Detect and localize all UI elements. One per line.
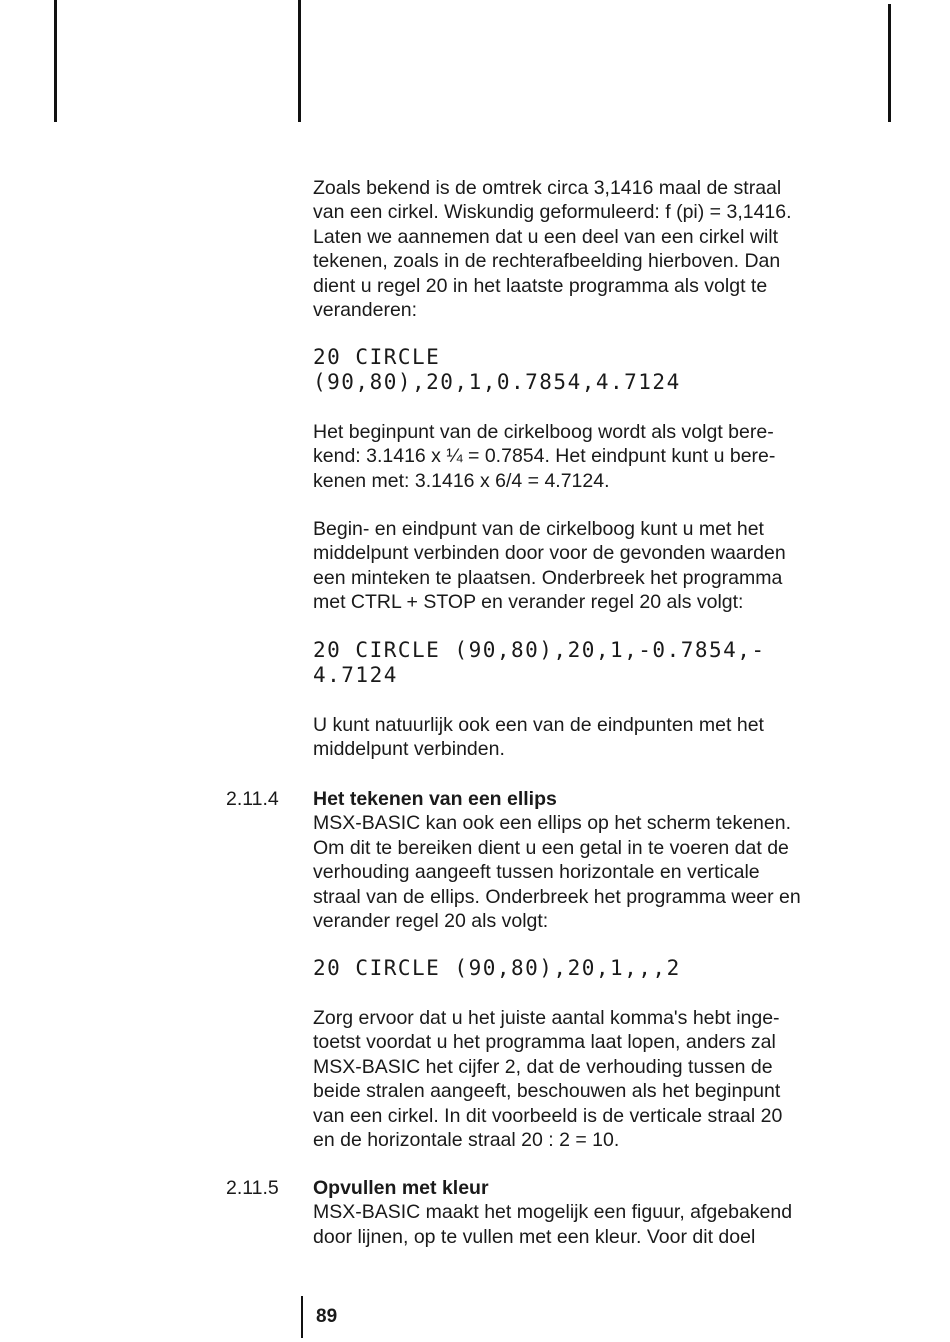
section-heading-ellipse: Het tekenen van een ellips: [313, 788, 557, 810]
code-listing-ellipse: 20 CIRCLE (90,80),20,1,,,2: [313, 956, 681, 980]
ellipse-explanation-paragraph: Zorg ervoor dat u het juiste aantal komma's hebt inge- toetst voordat u het programma laat lopen, anders zal MSX-BASIC het cijfer 2, dat de verhouding tussen de beide stralen aangeeft, beschouwen als het beginpunt van een cirkel. In dit voorbeeld is de verticale straal 20 en de horizontale straal 20 : 2 = 10.: [313, 1007, 783, 1152]
section-heading-fill: Opvullen met kleur: [313, 1177, 489, 1199]
section-2115: [313, 1176, 903, 1249]
section-number-2114: 2.11.4: [226, 788, 279, 810]
endpoint-paragraph: U kunt natuurlijk ook een van de eindpunten met het middelpunt verbinden.: [313, 714, 764, 761]
ellipse-intro-paragraph: MSX-BASIC kan ook een ellips op het scherm tekenen. Om dit te bereiken dient u een getal in te voeren dat de verhouding aangeeft tussen horizontale en verticale straal van de ellips. Onderbreek het programma weer en verander regel 20 als volgt:: [313, 812, 801, 933]
frame-rule-left: [54, 0, 57, 122]
code-listing-sector: 20 CIRCLE (90,80),20,1,-0.7854,- 4.7124: [313, 638, 766, 687]
page-number-rule: [301, 1296, 303, 1338]
section-number-2115: 2.11.5: [226, 1177, 279, 1199]
connect-center-paragraph: Begin- en eindpunt van de cirkelboog kunt u met het middelpunt verbinden door voor de gevonden waarden een minteken te plaatsen. Onderbreek het programma met CTRL + STOP en verander regel 20 als volgt:: [313, 518, 786, 614]
section-2114: [313, 787, 903, 933]
frame-rule-middle: [298, 0, 301, 122]
frame-rule-right: [888, 4, 891, 122]
intro-paragraph: Zoals bekend is de omtrek circa 3,1416 maal de straal van een cirkel. Wiskundig geformuleerd: f (pi) = 3,1416. Laten we aannemen dat u een deel van een cirkel wilt tekenen, zoals in de rechterafbeelding hierboven. Dan dient u regel 20 in het laatste programma als volgt te veranderen:: [313, 177, 792, 322]
page-number: 89: [316, 1306, 338, 1327]
code-listing-arc: 20 CIRCLE (90,80),20,1,0.7854,4.7124: [313, 345, 681, 394]
fill-intro-paragraph: MSX-BASIC maakt het mogelijk een figuur, afgebakend door lijnen, op te vullen met een kleur. Voor dit doel: [313, 1201, 793, 1248]
arc-explanation-paragraph: Het beginpunt van de cirkelboog wordt als volgt bere- kend: 3.1416 x ¼ = 0.7854. Het eindpunt kunt u bere- kenen met: 3.1416 x 6/4 = 4.7124.: [313, 421, 776, 492]
